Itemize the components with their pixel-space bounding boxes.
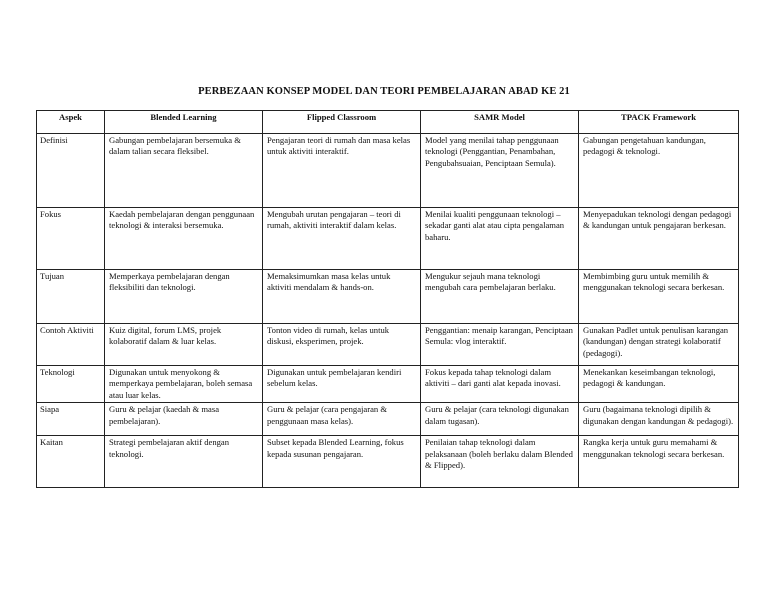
comparison-table: [36, 110, 739, 488]
table-row-fokus: [37, 208, 739, 270]
row-label: Tujuan: [37, 270, 105, 324]
table-cell: Memperkaya pembelajaran dengan fleksibiliti dan teknologi.: [105, 270, 263, 324]
table-cell: Kuiz digital, forum LMS, projek kolaboratif dalam & luar kelas.: [105, 324, 263, 366]
table-cell: Model yang menilai tahap penggunaan teknologi (Penggantian, Penambahan, Pengubahsuaian, Penciptaan Semula).: [421, 134, 579, 208]
table-cell: Guru & pelajar (kaedah & masa pembelajaran).: [105, 403, 263, 436]
table-row-teknologi: [37, 366, 739, 403]
table-row-kaitan: [37, 436, 739, 488]
header-flipped-classroom: Flipped Classroom: [263, 111, 421, 134]
table-row-tujuan: [37, 270, 739, 324]
table-cell: Mengubah urutan pengajaran – teori di rumah, aktiviti interaktif dalam kelas.: [263, 208, 421, 270]
header-aspek: Aspek: [37, 111, 105, 134]
header-tpack-framework: TPACK Framework: [579, 111, 739, 134]
table-row-contoh-aktiviti: [37, 324, 739, 366]
table-cell: Fokus kepada tahap teknologi dalam aktiviti – dari ganti alat kepada inovasi.: [421, 366, 579, 403]
table-cell: Menilai kualiti penggunaan teknologi – sekadar ganti alat atau cipta pengalaman baharu.: [421, 208, 579, 270]
row-label: Siapa: [37, 403, 105, 436]
table-cell: Gabungan pengetahuan kandungan, pedagogi & teknologi.: [579, 134, 739, 208]
table-cell: Guru & pelajar (cara pengajaran & penggunaan masa kelas).: [263, 403, 421, 436]
document-title: PERBEZAAN KONSEP MODEL DAN TEORI PEMBELAJARAN ABAD KE 21: [198, 86, 570, 97]
table-cell: Membimbing guru untuk memilih & menggunakan teknologi secara berkesan.: [579, 270, 739, 324]
table-row-siapa: [37, 403, 739, 436]
table-row-definisi: [37, 134, 739, 208]
table-cell: Kaedah pembelajaran dengan penggunaan teknologi & interaksi bersemuka.: [105, 208, 263, 270]
row-label: Definisi: [37, 134, 105, 208]
table-cell: Menyepadukan teknologi dengan pedagogi & kandungan untuk pengajaran berkesan.: [579, 208, 739, 270]
table-cell: Penggantian: menaip karangan, Penciptaan Semula: vlog interaktif.: [421, 324, 579, 366]
table-cell: Guru (bagaimana teknologi dipilih & digunakan dengan kandungan & pedagogi).: [579, 403, 739, 436]
table-cell: Memaksimumkan masa kelas untuk aktiviti mendalam & hands-on.: [263, 270, 421, 324]
table-cell: Subset kepada Blended Learning, fokus kepada susunan pengajaran.: [263, 436, 421, 488]
row-label: Fokus: [37, 208, 105, 270]
table-cell: Pengajaran teori di rumah dan masa kelas untuk aktiviti interaktif.: [263, 134, 421, 208]
table-cell: Strategi pembelajaran aktif dengan teknologi.: [105, 436, 263, 488]
table-cell: Guru & pelajar (cara teknologi digunakan dalam tugasan).: [421, 403, 579, 436]
header-samr-model: SAMR Model: [421, 111, 579, 134]
table-cell: Gabungan pembelajaran bersemuka & dalam talian secara fleksibel.: [105, 134, 263, 208]
table-cell: Tonton video di rumah, kelas untuk diskusi, eksperimen, projek.: [263, 324, 421, 366]
row-label: Teknologi: [37, 366, 105, 403]
table-cell: Digunakan untuk menyokong & memperkaya pembelajaran, boleh semasa atau luar kelas.: [105, 366, 263, 403]
table-cell: Menekankan keseimbangan teknologi, pedagogi & kandungan.: [579, 366, 739, 403]
table-cell: Gunakan Padlet untuk penulisan karangan (kandungan) dengan strategi kolaboratif (pedagogi).: [579, 324, 739, 366]
header-blended-learning: Blended Learning: [105, 111, 263, 134]
row-label: Kaitan: [37, 436, 105, 488]
table-cell: Mengukur sejauh mana teknologi mengubah cara pembelajaran berlaku.: [421, 270, 579, 324]
table-cell: Rangka kerja untuk guru memahami & menggunakan teknologi secara berkesan.: [579, 436, 739, 488]
row-label: Contoh Aktiviti: [37, 324, 105, 366]
table-cell: Penilaian tahap teknologi dalam pelaksanaan (boleh berlaku dalam Blended & Flipped).: [421, 436, 579, 488]
table-header-row: [37, 111, 739, 134]
table-cell: Digunakan untuk pembelajaran kendiri sebelum kelas.: [263, 366, 421, 403]
